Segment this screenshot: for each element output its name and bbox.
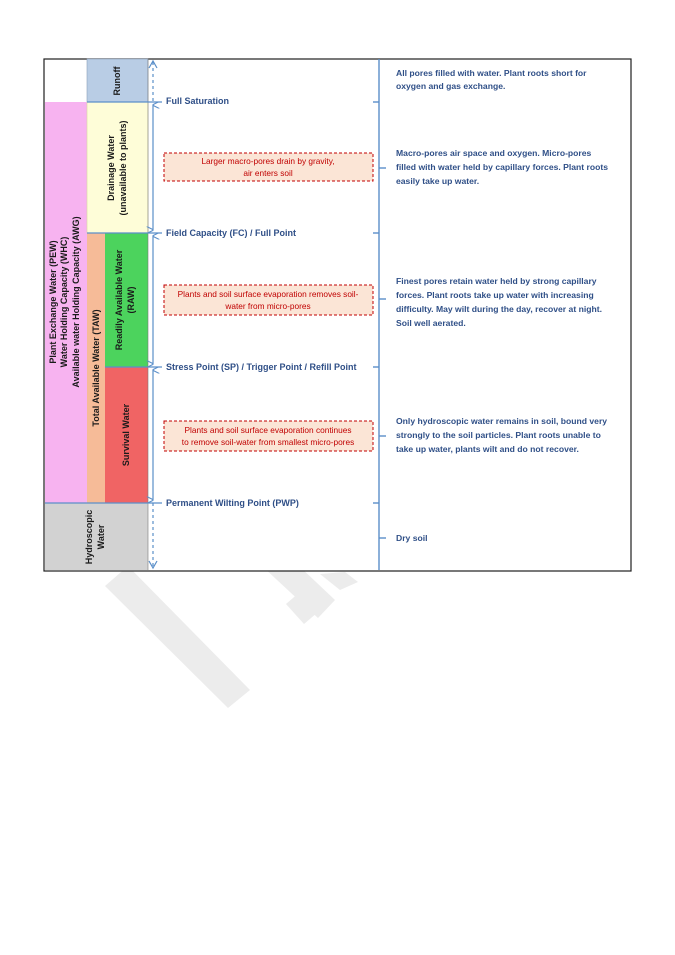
runoff-label: Runoff	[112, 66, 122, 96]
survival-description	[396, 416, 607, 454]
drainage-note-line1: Larger macro-pores drain by gravity,	[201, 156, 335, 166]
pew-label-line3: Available water Holding Capacity (AWG)	[71, 216, 81, 388]
raw-note-line2: water from micro-pores	[225, 301, 311, 311]
raw-desc-line3: difficulty. May wilt during the day, recover at night.	[396, 304, 602, 314]
level-label-field-capacity: Field Capacity (FC) / Full Point	[166, 228, 297, 238]
survival-note-line2: to remove soil-water from smallest micro-pores	[181, 437, 355, 447]
raw-note-line1: Plants and soil surface evaporation removes soil-	[177, 289, 359, 299]
raw-note-box	[164, 285, 373, 315]
taw-label: Total Available Water (TAW)	[91, 309, 101, 427]
hygroscopic-description	[396, 533, 428, 543]
pew-label	[48, 216, 81, 387]
drainage-desc-line2: filled with water held by capillary forces. Plant roots	[396, 162, 609, 172]
hygroscopic-desc-line1: Dry soil	[396, 533, 428, 543]
drainage-desc-line3: easily take up water.	[396, 176, 480, 186]
survival-desc-line1: Only hydroscopic water remains in soil, bound very	[396, 416, 608, 426]
raw-desc-line4: Soil well aerated.	[396, 318, 466, 328]
level-label-stress-point: Stress Point (SP) / Trigger Point / Refill Point	[166, 362, 357, 372]
raw-desc-line1: Finest pores retain water held by strong capillary	[396, 276, 597, 286]
drainage-desc-line1: Macro-pores air space and oxygen. Micro-pores	[396, 148, 592, 158]
drainage-note-line2: air enters soil	[243, 168, 293, 178]
survival-desc-line3: take up water, plants wilt and do not recover.	[396, 444, 579, 454]
drainage-note-box	[164, 153, 373, 181]
survival-note-line1: Plants and soil surface evaporation continues	[184, 425, 352, 435]
pew-label-line2: Water Holding Capacity (WHC)	[59, 236, 69, 368]
pew-label-line1: Plant Exchange Water (PEW)	[48, 240, 58, 364]
survival-desc-line2: strongly to the soil particles. Plant roots unable to	[396, 430, 601, 440]
level-label-pwp: Permanent Wilting Point (PWP)	[166, 498, 299, 508]
raw-desc-line2: forces. Plant roots take up water with increasing	[396, 290, 594, 300]
draft-watermark	[105, 548, 358, 708]
level-label-full-saturation: Full Saturation	[166, 96, 229, 106]
survival-label: Survival Water	[121, 403, 131, 467]
runoff-desc-line2: oxygen and gas exchange.	[396, 81, 506, 91]
hygroscopic-label-line2: Water	[96, 524, 106, 550]
drainage-label-line1: Drainage Water	[106, 135, 116, 201]
runoff-desc-line1: All pores filled with water. Plant roots short for	[396, 68, 587, 78]
drainage-label-line2: (unavailable to plants)	[118, 120, 128, 216]
survival-note-box	[164, 421, 373, 451]
raw-label-line1: Readily Available Water	[114, 249, 124, 351]
hygroscopic-label-line1: Hydroscopic	[84, 509, 94, 565]
raw-label-line2: (RAW)	[126, 286, 136, 314]
